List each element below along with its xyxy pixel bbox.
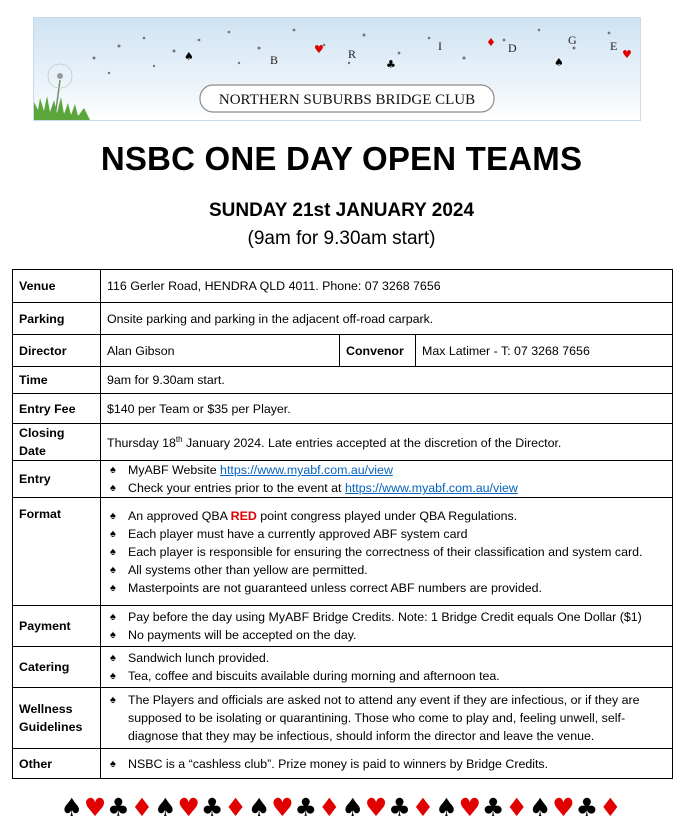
dandelion-banner-image	[34, 18, 640, 120]
red-point-label: RED	[230, 508, 257, 523]
diamond-icon: ♦	[224, 793, 248, 822]
club-icon: ♣	[482, 793, 506, 822]
list-item: ♠ The Players and officials are asked not to attend any event if they are infectious, or if they are supposed to be isolating or quarantining. Those who come to play and, feeling unwell, self-diagnose that they may be infectious, should inform the director and leave the venue.	[107, 691, 666, 745]
diamond-icon: ♦	[318, 793, 342, 822]
diamond-icon: ♦	[130, 793, 155, 822]
club-name: NORTHERN SUBURBS BRIDGE CLUB	[218, 92, 476, 108]
table-row-other	[13, 749, 673, 779]
heart-icon: ♥	[177, 793, 201, 822]
convenor-value: Max Latimer - T: 07 3268 7656	[416, 335, 673, 367]
myabf-entries-link[interactable]: https://www.myabf.com.au/view	[344, 481, 518, 495]
heart-icon: ♥	[458, 793, 483, 822]
format-value	[101, 498, 673, 606]
catering-label: Catering	[13, 647, 101, 688]
table-row-entry-fee	[13, 394, 673, 424]
list-item: ♠ Tea, coffee and biscuits available during morning and afternoon tea.	[107, 667, 666, 685]
venue-value: 116 Gerler Road, HENDRA QLD 4011. Phone: 07 3268 7656	[101, 270, 673, 303]
svg-text:♣: ♣	[386, 58, 396, 71]
list-item: ♠ NSBC is a “cashless club”. Prize money is paid to winners by Bridge Credits.	[107, 755, 666, 773]
spade-icon: ♠	[528, 793, 553, 822]
table-row-closing-date	[13, 424, 673, 461]
time-value: 9am for 9.30am start.	[101, 367, 673, 394]
table-row-director	[13, 335, 673, 367]
diamond-icon: ♦	[411, 793, 436, 822]
club-icon: ♣	[575, 793, 600, 822]
format-label: Format	[13, 498, 101, 606]
wellness-value	[101, 688, 673, 749]
spade-icon: ♠	[247, 793, 272, 822]
myabf-link[interactable]: https://www.myabf.com.au/view	[220, 463, 393, 477]
event-date: SUNDAY 21st JANUARY 2024	[208, 200, 475, 221]
club-icon: ♣	[107, 793, 131, 822]
club-icon: ♣	[388, 793, 412, 822]
parking-label: Parking	[13, 303, 101, 335]
time-label: Time	[13, 367, 101, 394]
director-value: Alan Gibson	[101, 335, 340, 367]
closing-date-label: Closing Date	[13, 424, 101, 461]
banner-letter-d: D	[508, 41, 517, 55]
diamond-icon: ♦	[599, 793, 623, 822]
other-value	[101, 749, 673, 779]
card-suits-footer	[0, 793, 683, 822]
entry-value	[101, 461, 673, 498]
banner-letter-e: E	[610, 39, 618, 53]
svg-text:♠: ♠	[184, 50, 194, 63]
list-item: ♠ Check your entries prior to the event at https://www.myabf.com.au/view	[107, 479, 666, 497]
heart-icon: ♥	[83, 793, 108, 822]
heart-icon: ♥	[364, 793, 389, 822]
club-icon: ♣	[200, 793, 225, 822]
list-item: ♠ An approved QBA RED point congress played under QBA Regulations.	[107, 507, 666, 525]
list-item: ♠ Each player is responsible for ensuring the correctness of their classification and system card.	[107, 543, 666, 561]
table-row-entry	[13, 461, 673, 498]
payment-value	[101, 606, 673, 647]
club-banner	[33, 17, 641, 121]
svg-text:♠: ♠	[554, 56, 564, 69]
closing-date-value	[101, 424, 673, 461]
closing-date-suffix: th	[175, 435, 183, 445]
payment-label: Payment	[13, 606, 101, 647]
parking-value: Onsite parking and parking in the adjacent off-road carpark.	[101, 303, 673, 335]
banner-letter-r: R	[348, 47, 357, 61]
list-item: ♠ Masterpoints are not guaranteed unless correct ABF numbers are provided.	[107, 579, 666, 597]
svg-text:♥: ♥	[622, 48, 632, 61]
entry-fee-value: $140 per Team or $35 per Player.	[101, 394, 673, 424]
table-row-parking	[13, 303, 673, 335]
event-details-table	[12, 269, 673, 779]
entry-fee-label: Entry Fee	[13, 394, 101, 424]
spade-icon: ♠	[435, 793, 459, 822]
banner-letter-b: B	[270, 53, 279, 67]
list-item: ♠ Sandwich lunch provided.	[107, 649, 666, 667]
club-icon: ♣	[294, 793, 319, 822]
entry-label: Entry	[13, 461, 101, 498]
list-item: ♠ MyABF Website https://www.myabf.com.au/view	[107, 461, 666, 479]
closing-date-day: Thursday 18	[107, 436, 176, 451]
banner-letter-g: G	[568, 33, 577, 47]
list-item: ♠ Each player must have a currently approved ABF system card	[107, 525, 666, 543]
table-row-venue	[13, 270, 673, 303]
spade-icon: ♠	[154, 793, 178, 822]
event-title: NSBC ONE DAY OPEN TEAMS	[100, 140, 583, 177]
diamond-icon: ♦	[505, 793, 529, 822]
venue-label: Venue	[13, 270, 101, 303]
table-row-payment	[13, 606, 673, 647]
table-row-wellness	[13, 688, 673, 749]
spade-icon: ♠	[341, 793, 365, 822]
spade-icon: ♠	[60, 793, 84, 822]
event-time-subtitle: (9am for 9.30am start)	[247, 228, 436, 249]
other-label: Other	[13, 749, 101, 779]
catering-value	[101, 647, 673, 688]
closing-date-rest: January 2024. Late entries accepted at the discretion of the Director.	[182, 436, 562, 451]
list-item: ♠ All systems other than yellow are permitted.	[107, 561, 666, 579]
svg-text:♥: ♥	[314, 43, 324, 56]
list-item: ♠ Pay before the day using MyABF Bridge Credits. Note: 1 Bridge Credit equals One Dollar ($1)	[107, 608, 666, 626]
convenor-label: Convenor	[340, 335, 416, 367]
table-row-time	[13, 367, 673, 394]
svg-text:♦: ♦	[486, 36, 496, 49]
table-row-catering	[13, 647, 673, 688]
wellness-label: Wellness Guidelines	[13, 688, 101, 749]
heart-icon: ♥	[271, 793, 295, 822]
list-item: ♠ No payments will be accepted on the day.	[107, 626, 666, 644]
table-row-format	[13, 498, 673, 606]
banner-letter-i: I	[438, 39, 442, 53]
director-label: Director	[13, 335, 101, 367]
heart-icon: ♥	[552, 793, 576, 822]
